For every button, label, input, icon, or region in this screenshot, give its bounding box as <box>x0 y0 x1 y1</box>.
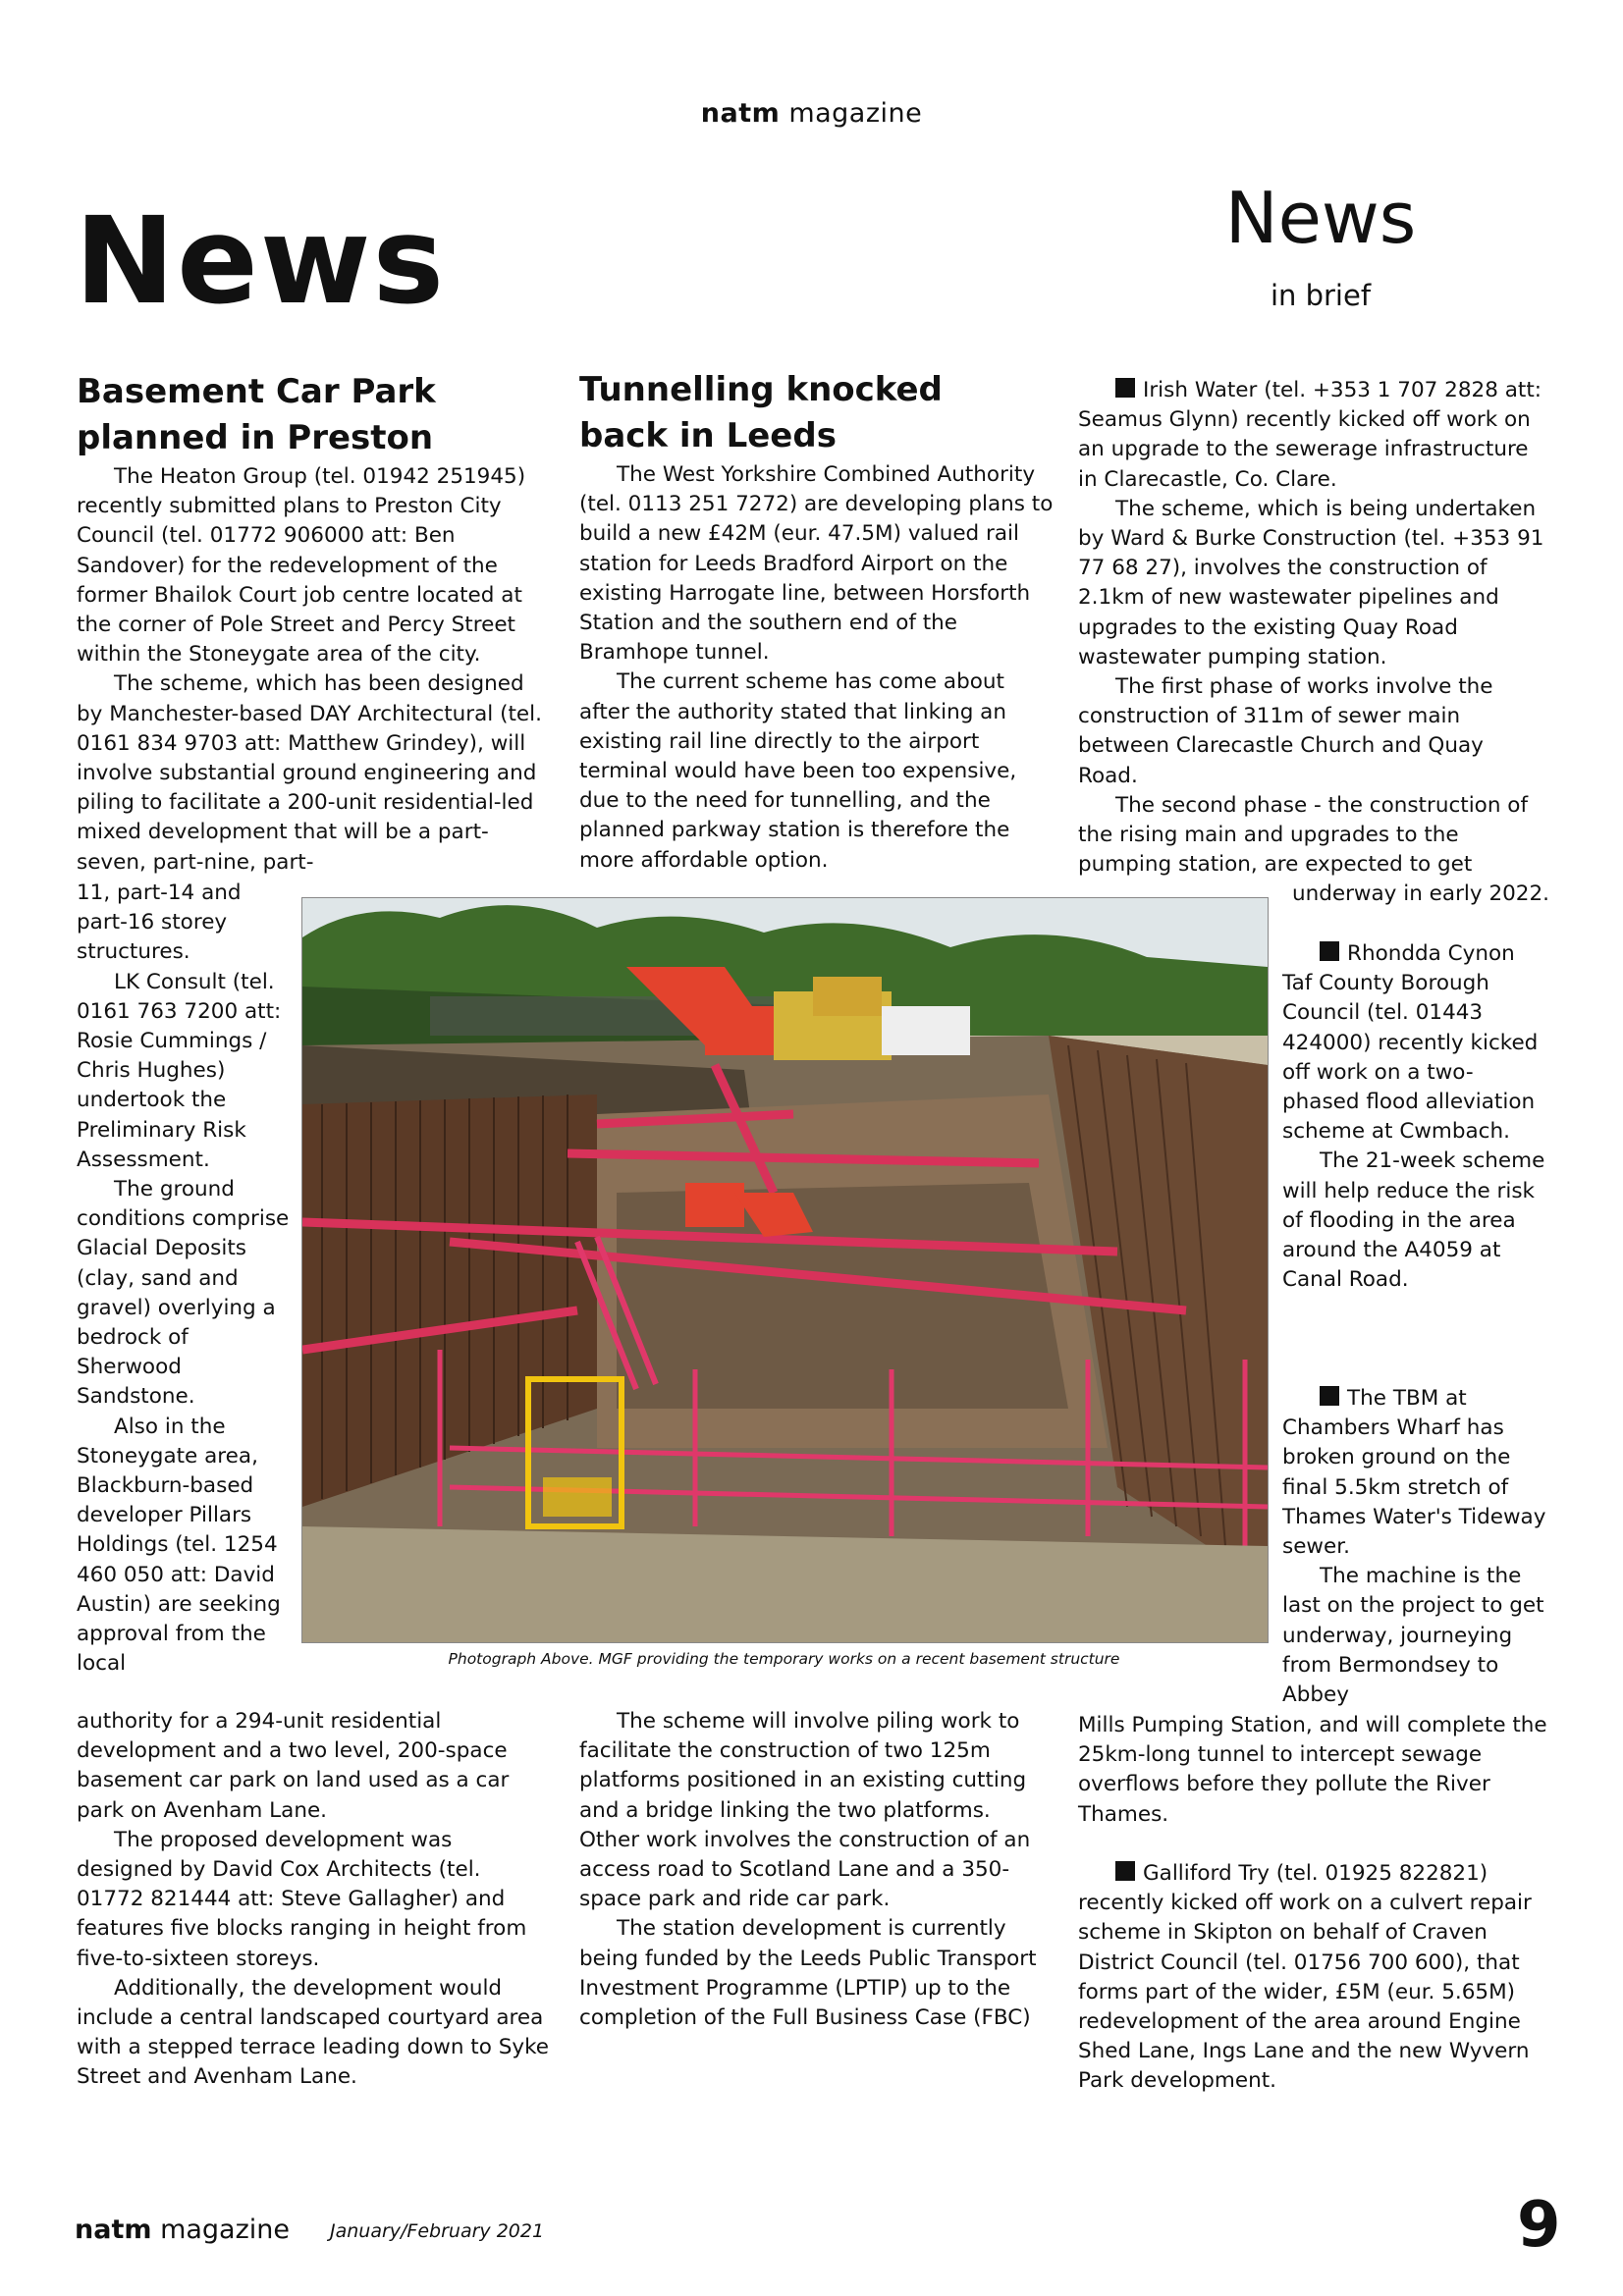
bullet-square-icon <box>1115 378 1135 398</box>
article-leeds-top: The West Yorkshire Combined Authority (tel. 0113 251 7272) are developing plans to build a new £42M (eur. 47.5M) valued rail station for Leeds Bradford Airport on the existing Harrogate line, between Horsforth Station and the southern end of the Bramhope tunnel. The current scheme has come about after the authority stated that linking an existing rail line directly to the airport terminal would have been too expensive, due to the need for tunnelling, and the planned parkway station is therefore the more affordable option. <box>579 462 1054 873</box>
page-title: News <box>75 191 447 331</box>
brief-tbm-continued: Mills Pumping Station, and will complete the 25km-long tunnel to intercept sewage overflows before they pollute the River Thames. <box>1078 1713 1547 1827</box>
article-preston-narrow: 11, part-14 and part-16 storey structures. LK Consult (tel. 0161 763 7200 att: Rosie Cummings / Chris Hughes) undertook the Preliminary Risk Assessment. The ground conditions comprise Glacial Deposits (clay, sand and gravel) overlying a bedrock of Sherwood Sandstone. Also in the Stoneygate area, Blackburn-based developer Pillars Holdings (tel. 1254 460 050 att: David Austin) are seeking approval from the local <box>77 881 290 1677</box>
news-in-brief-subtitle: in brief <box>1270 279 1372 312</box>
bullet-square-icon <box>1320 941 1339 961</box>
footer-brand: natm magazine <box>75 2215 290 2245</box>
brief-rhondda: Rhondda Cynon Taf County Borough Council (tel. 01443 424000) recently kicked off work on a two-phased flood alleviation scheme at Cwmbach. The 21-week scheme will help reduce the risk of flooding in the area around the A4059 at Canal Road. <box>1282 941 1545 1293</box>
article-preston-headline: Basement Car Park planned in Preston <box>77 372 436 457</box>
news-in-brief-title: News <box>1224 177 1417 259</box>
article-preston-top: The Heaton Group (tel. 01942 251945) recently submitted plans to Preston City Council (tel. 01772 906000 att: Ben Sandover) for the redevelopment of the former Bhailok Court job centre located at the corner of Pole Street and Percy Street within the Stoneygate area of the city. The scheme, which has been designed by Manchester-based DAY Architectural (tel. 0161 834 9703 att: Matthew Grindey), will involve substantial ground engineering and piling to facilitate a 200-unit residential-led mixed development that will be a part-seven, part-nine, part- <box>77 464 542 875</box>
running-header: natm magazine <box>700 98 923 129</box>
article-leeds-headline: Tunnelling knocked back in Leeds <box>579 370 943 455</box>
footer-date: January/February 2021 <box>330 2220 545 2242</box>
construction-site-photo <box>301 897 1269 1643</box>
article-leeds-bottom: The scheme will involve piling work to facilitate the construction of two 125m platforms positioned in an existing cutting and a bridge linking the two platforms. Other work involves the construction of an access road to Scotland Lane and a 350-space park and ride car park. The station development is currently being funded by the Leeds Public Transport Investment Programme (LPTIP) up to the completion of the Full Business Case (FBC) <box>579 1709 1037 2031</box>
brief-tbm: The TBM at Chambers Wharf has broken ground on the final 5.5km stretch of Thames Water's Tideway sewer. The machine is the last on the project to get underway, journeying from Bermondsey to Abbey <box>1282 1386 1546 1708</box>
article-preston-bottom: authority for a 294-unit residential development and a two level, 200-space basement car park on land used as a car park on Avenham Lane. The proposed development was designed by David Cox Architects (tel. 01772 821444 att: Steve Gallagher) and features five blocks ranging in height from five-to-sixteen storeys. Additionally, the development would include a central landscaped courtyard area with a stepped terrace leading down to Syke Street and Avenham Lane. <box>77 1709 549 2090</box>
brief-irish-water: Irish Water (tel. +353 1 707 2828 att: Seamus Glynn) recently kicked off work on an upgrade to the sewerage infrastructure in Clarecastle, Co. Clare. The scheme, which is being undertaken by Ward & Burke Construction (tel. +353 91 77 68 27), involves the construction of 2.1km of new wastewater pipelines and upgrades to the existing Quay Road wastewater pumping station. The first phase of works involve the construction of 311m of sewer main between Clarecastle Church and Quay Road. The second phase - the construction of the rising main and upgrades to the pumping station, are expected to get underway in early 2022. <box>1078 378 1549 907</box>
brief-galliford-try: Galliford Try (tel. 01925 822821) recently kicked off work on a culvert repair scheme in Skipton on behalf of Craven District Council (tel. 01756 700 600), that forms part of the wider, £5M (eur. 5.65M) redevelopment of the area around Engine Shed Lane, Ings Lane and the new Wyvern Park development. <box>1078 1861 1532 2094</box>
photo-caption: Photograph Above. MGF providing the temporary works on a recent basement structure <box>448 1650 1120 1668</box>
bullet-square-icon <box>1115 1861 1135 1881</box>
bullet-square-icon <box>1320 1386 1339 1406</box>
page-number: 9 <box>1517 2189 1561 2262</box>
